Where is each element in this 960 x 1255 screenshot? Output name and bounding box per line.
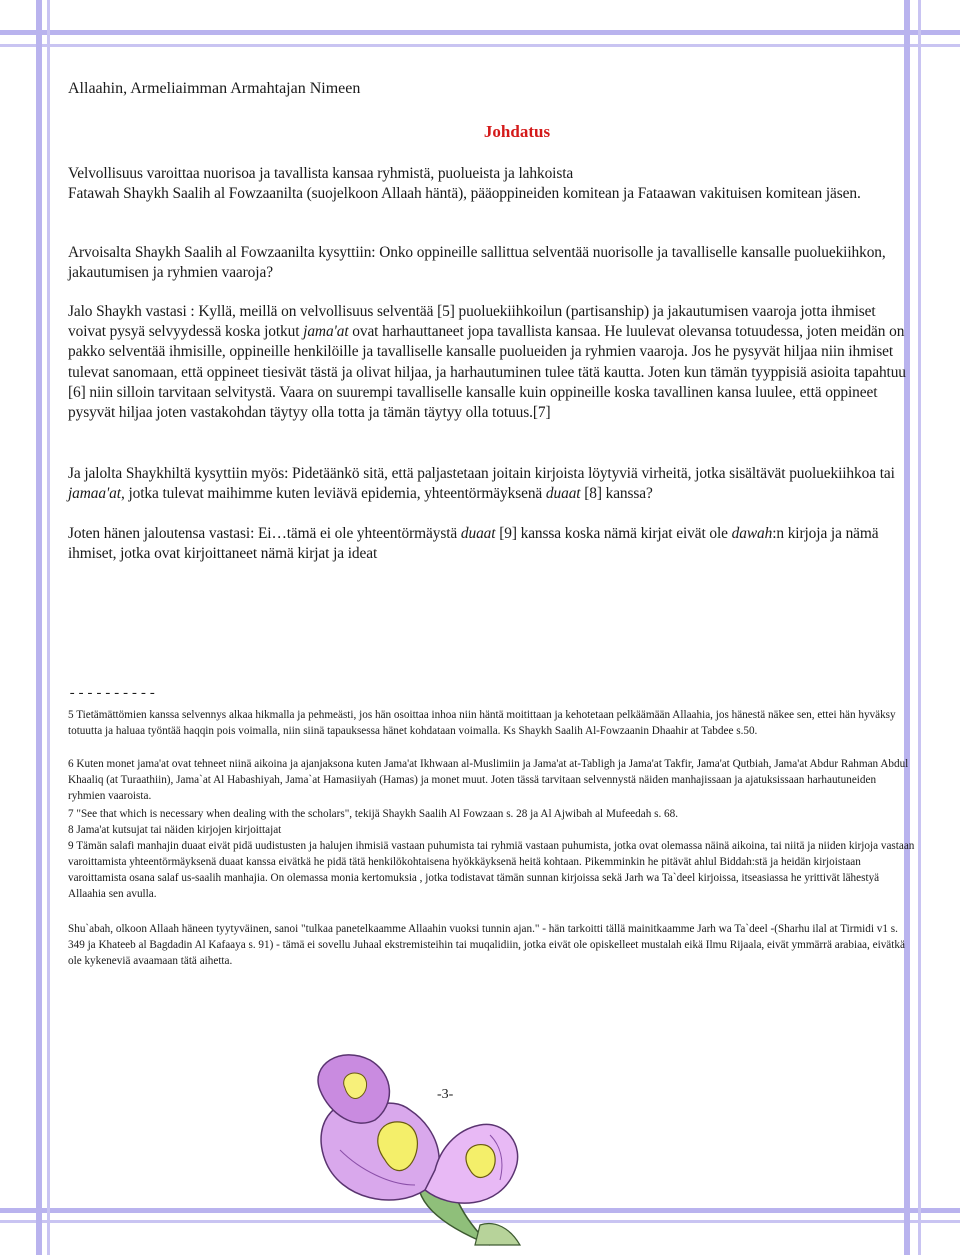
italic-term: jama'at [303,323,349,341]
paragraph-text: , jotka tulevat maihimme kuten leviävä epidemia, yhteentörmäyksenä [120,485,546,503]
footnote-9: 9 Tämän salafi manhajin duaat eivät pidä uudistusten ja halujen ihmisiä vastaan puhumista tai ryhmiä vastaan puhumista, jotka ovat olemassa näinä aikoina, tai niitä ja niiden kirjoja vastaan varoittamista yhteentörmäyksenä duaat kanssa eivätkä he pidä tätä henkilökohtaisena hyökkäyksenä heitä kohtaan. Pikemminkin he pitävät ahlul Biddah:stä ja heidän kirjoistaan varoittamista osana salaf us-saalih manhajia. On olemassa monia kertomuksia , jotka todistavat tämän sunnan kirjoissa sekä Jarh wa Ta`deel kirjoissa, itseasiassa he yrittivät lähestyä Allaahia sen avulla. [68,840,915,901]
paragraph-text: [8] kanssa? [580,485,653,503]
page-title: Johdatus [483,122,551,141]
footnote-7: 7 "See that which is necessary when dealing with the scholars", tekijä Shaykh Saalih Al Fowzaan s. 28 ja Al Ajwibah al Mufeedah s. 68. [68,808,679,820]
paragraph-text: Joten hänen jaloutensa vastasi: Ei…tämä ei ole yhteentörmäystä [68,525,461,542]
italic-term: dawah [731,525,773,542]
footnote-8: 8 Jama'at kutsujat tai näiden kirjojen kirjoittajat [68,824,282,836]
intro-line-1: Velvollisuus varoittaa nuorisoa ja tavallista kansaa ryhmistä, puolueista ja lahkoista [68,165,574,182]
greeting: Allaahin, Armeliaimman Armahtajan Nimeen [68,80,361,97]
paragraph-text: [9] kanssa koska nämä kirjat eivät ole [495,525,732,542]
paragraph-text: :n kirjoja ja nämä ihmiset, jotka ovat kirjoittaneet nämä kirjat ja ideat [68,525,879,563]
footnote-5: 5 Tietämättömien kanssa selvennys alkaa hikmalla ja pehmeästi, jos hän osoittaa inhoa niin häntä moitittaan ja kehotetaan pelkäämään Allaahia, jos hänestä näkee sen, ettei hän hyväksy totuutta ja haluaa työntää haqqin pois voimalla, niin siinä tapauksessa hänet kohdataan voimalla. Ks Shaykh Saalih Al-Fowzaanin Dhaahir at Tabdee s.50. [68,709,896,738]
paragraph-intro [68,164,916,204]
paragraph-question-2 [68,464,916,504]
paragraph-text: Jalo Shaykh vastasi : Kyllä, meillä on velvollisuus selventää [5] puoluekiihkoilun (partisanship) ja jakautumisen vaaroja jotta ihmiset voivat pysyä selvyydessä koska jotkut [68,303,876,341]
page-number: -3- [437,1087,454,1102]
frame-left-line [36,0,42,1255]
paragraph-answer-2 [68,524,916,564]
frame-top-line-2 [0,44,960,47]
paragraph-text: Arvoisalta Shaykh Saalih al Fowzaanilta kysyttiin: Onko oppineille sallittua selventää nuorisolle ja tavalliselle kansalle puoluekiihkon, jakautumisen ja ryhmien vaaroja? [68,244,886,282]
footnote-continuation: Shu`abah, olkoon Allaah häneen tyytyväinen, sanoi "tulkaa panetelkaamme Allaahin vuoksi tunnin ajan." - hän tarkoitti tällä mainitkaamme Jarh wa Ta`deel -(Sharhu ilal at Tirmidi v1 s. 349 ja Khateeb al Bagdadin Al Kafaaya s. 91) - tämä ei sovellu Juhaal ekstremisteihin tai muqalidiin, jotka eivät ole opiskelleet mustalah eikä Ilmu Rijaala, eivät ymmärrä arabiaa, eivätkä ole kykeneviä avaamaan tätä aihetta. [68,923,905,968]
flower-illustration-icon [300,1050,550,1250]
italic-term: duaat [460,525,496,542]
paragraph-text: ovat harhauttaneet jopa tavallista kansaa. He luulevat olevansa totuudessa, joten meidän on pakko selventää ihmisille, oppineille henkilöille ja tavalliselle kansalle puolueiden ja ryhmien vaaroja. Jos he pysyvät hiljaa niin ihmiset tulevat sanomaan, että oppineet tiesivät tästä ja olivat hiljaa, ja harhautuminen tulee tätä kautta. Joten kun tämän tyyppisiä asioita tapahtuu [6] niin silloin tarvitaan selvitystä. Vaara on suurempi tavalliselle kansalle kuin oppineille koska tavallinen kansa luulee, että oppineet pysyvät hiljaa joten vastakohdan täytyy olla totta ja tämän täytyy olla totuus.[7] [68,323,906,422]
paragraph-question-1 [68,243,916,283]
paragraph-answer-1 [68,302,916,423]
italic-term: duaat [545,485,581,503]
italic-term: jamaa'at [68,485,121,503]
paragraph-text: Ja jalolta Shaykhiltä kysyttiin myös: Pidetäänkö sitä, että paljastetaan joitain kirjoista löytyviä virheitä, jotka sisältävät puoluekiihkoa tai [68,465,895,482]
frame-top-line [0,30,960,35]
footnote-6: 6 Kuten monet jama'at ovat tehneet niinä aikoina ja ajanjaksona kuten Jama'at Ikhwaan al-Muslimiin ja Jama'at at-Tabligh ja Jama'at Takfir, Jama'at Qutbiah, Jama'at Abdur Rahman Abdul Khaaliq (at Turaathiin), Jama`at Al Habashiyah, Jama`at Hamasiiyah (Hamas) ja monet muut. Joten tässä tarvitaan selvennystä näiden manhajissaan ja ajatuksissaan harhautuneiden ryhmien vaaroista. [68,758,909,803]
intro-line-2: Fatawah Shaykh Saalih al Fowzaanilta (suojelkoon Allaah häntä), pääoppineiden komitean ja Fataawan vakituisen komitean jäsen. [68,185,861,203]
frame-right-line-2 [918,0,921,1255]
frame-left-line-2 [47,0,50,1255]
footnote-separator: ---------- [68,686,158,702]
